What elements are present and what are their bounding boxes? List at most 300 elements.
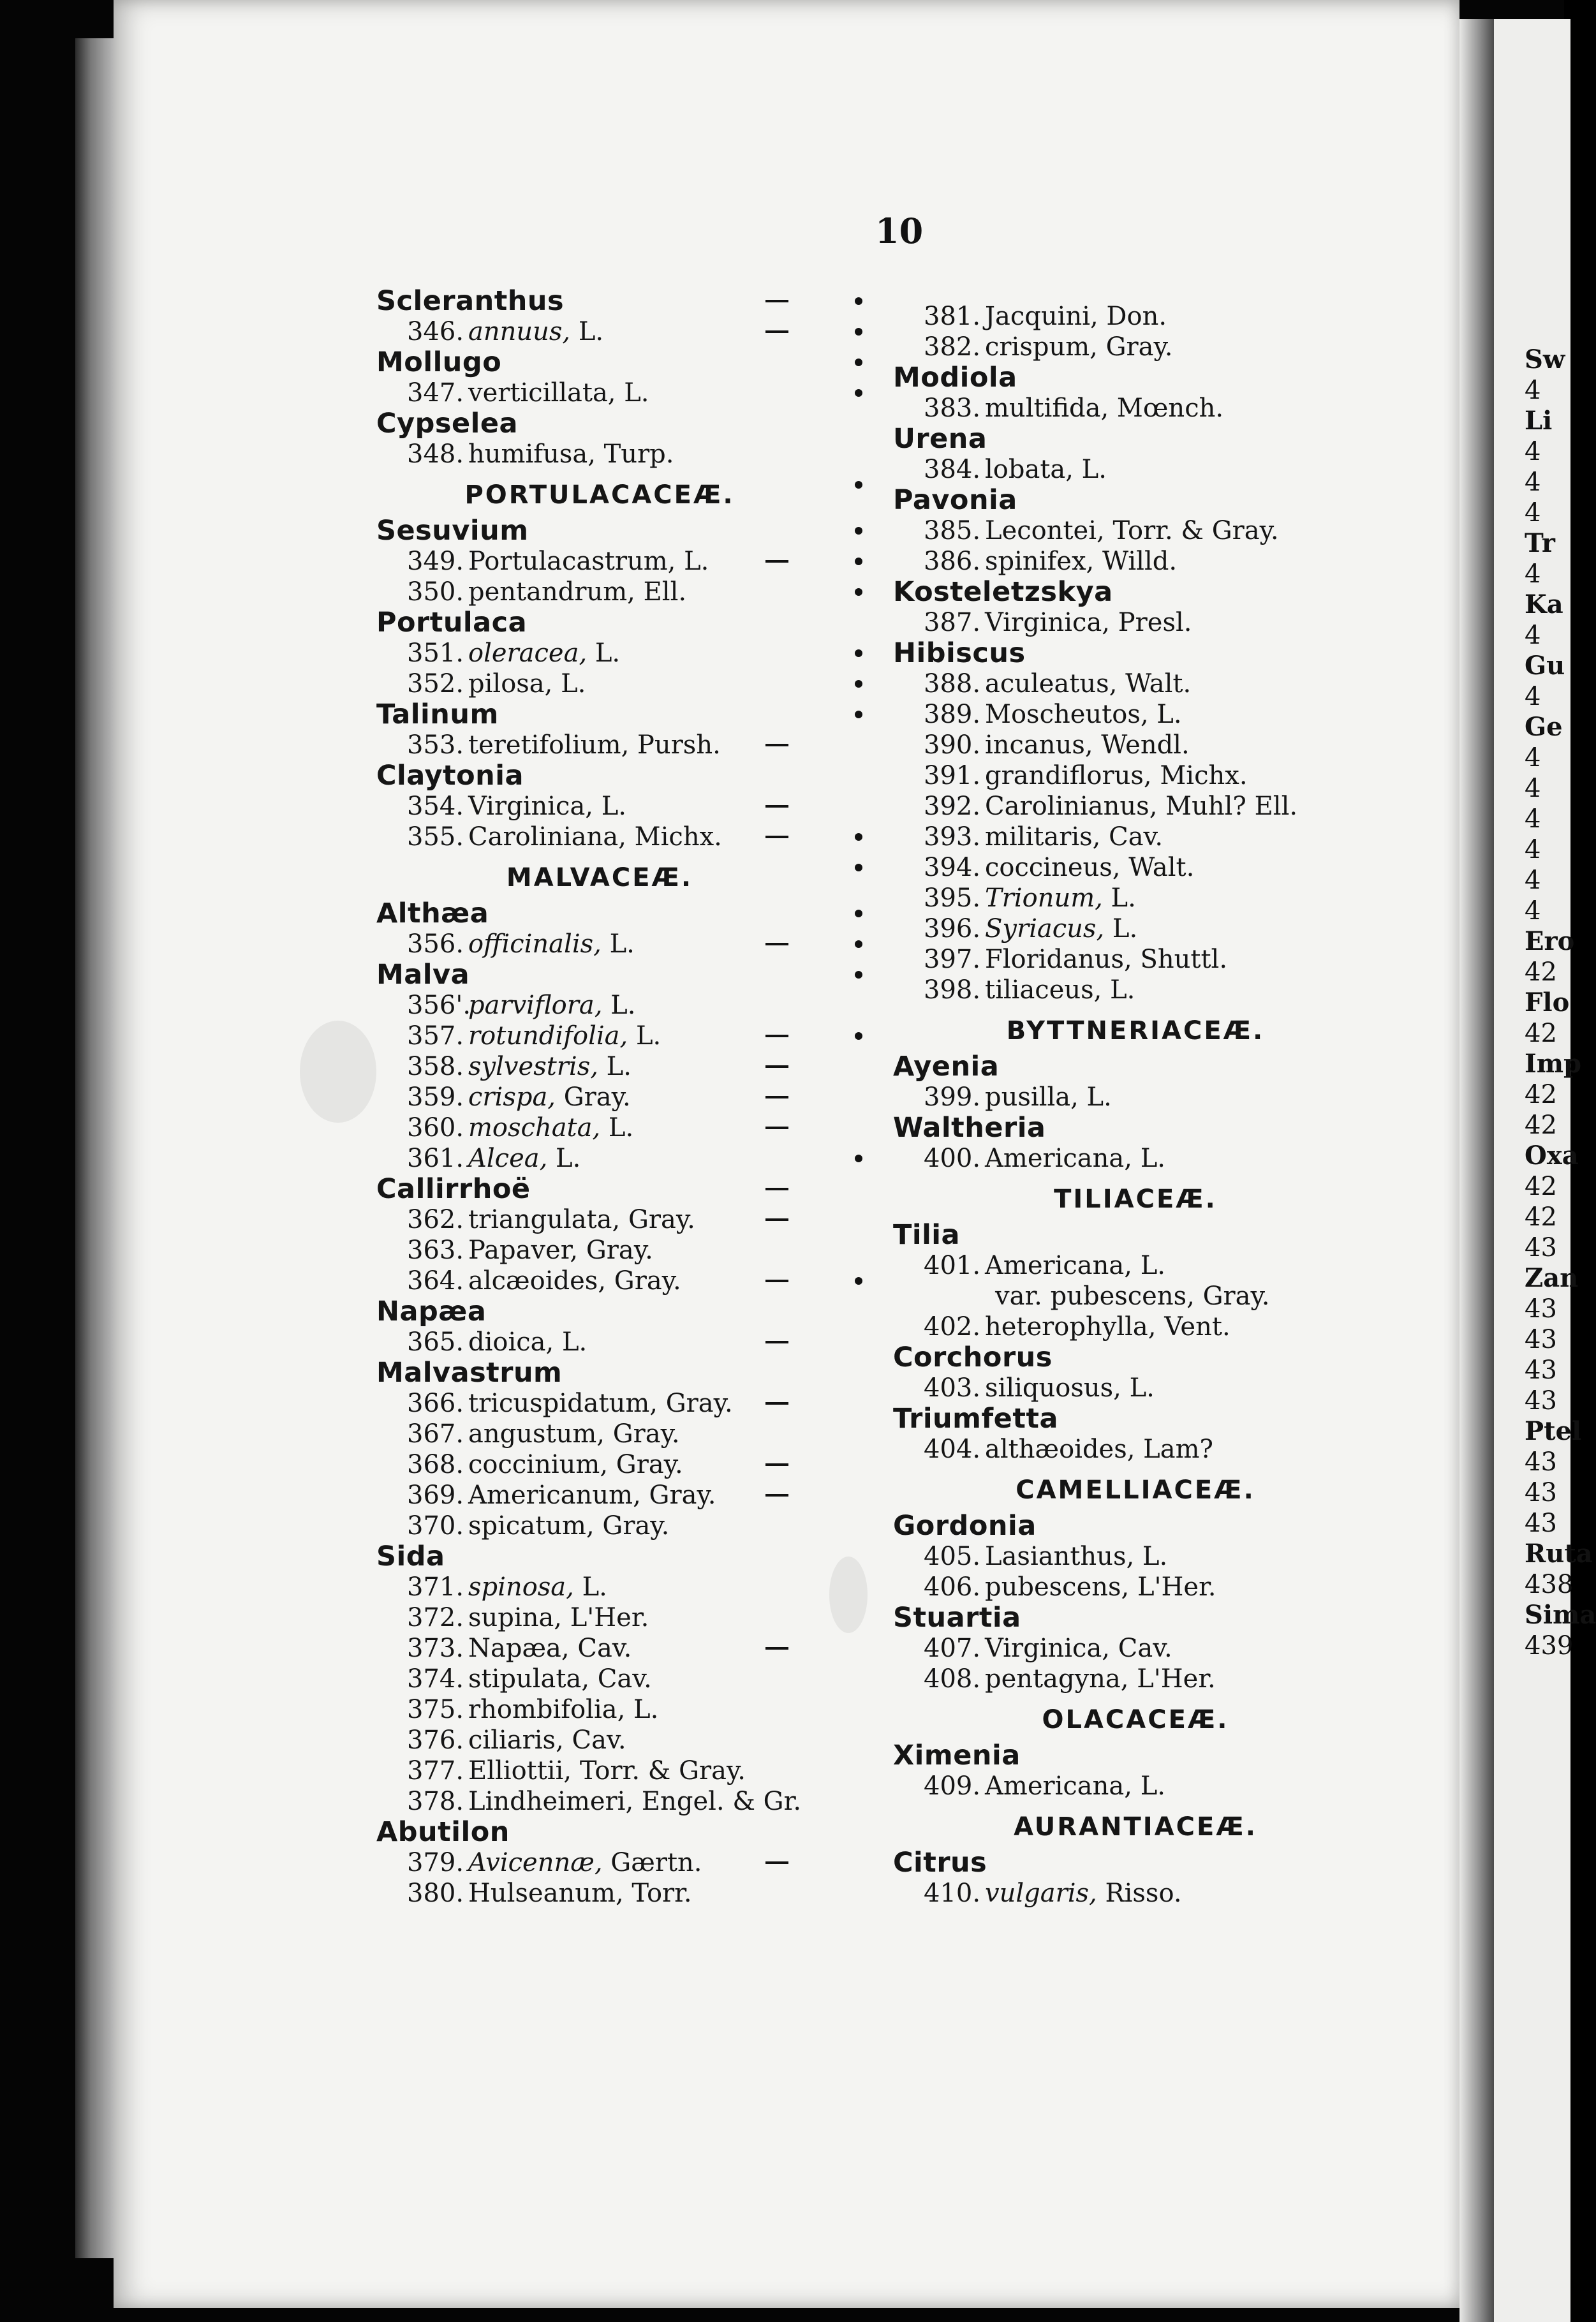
species-name: moschata, (468, 1113, 601, 1143)
species-entry (893, 546, 1378, 577)
genus-heading: Ayenia (893, 1051, 1000, 1083)
species-name: Caroliniana, (468, 822, 626, 852)
next-page-genus-fragment: Oxa (1525, 1141, 1579, 1171)
margin-dot-mark (855, 940, 862, 948)
genus-heading: Gordonia (893, 1510, 1037, 1542)
margin-dot-mark (855, 711, 862, 718)
species-number: 399. (924, 1083, 981, 1112)
genus-heading: Malvastrum (376, 1357, 563, 1389)
species-name: pubescens, (985, 1572, 1130, 1602)
species-entry (376, 1021, 823, 1051)
next-page-genus-fragment: Ero (1525, 926, 1575, 956)
species-number: 352. (407, 669, 464, 699)
species-entry (893, 791, 1378, 822)
species-authority: L'Her. (1128, 1664, 1216, 1694)
next-page-number-fragment: 43 (1525, 1294, 1557, 1324)
margin-dot-mark (855, 389, 862, 397)
species-number: 391. (924, 761, 981, 790)
margin-tick-mark (765, 1188, 788, 1190)
species-entry (376, 1664, 823, 1694)
species-authority: Turp. (595, 440, 674, 469)
next-page-genus-fragment: Tr (1525, 528, 1555, 558)
species-entry (376, 1449, 823, 1480)
species-name: Americanum, (468, 1481, 641, 1510)
species-name: spinifex, (985, 547, 1095, 576)
species-authority: L'Her. (562, 1603, 649, 1632)
genus-heading: Triumfetta (893, 1403, 1058, 1435)
next-page-genus-fragment: Gu (1525, 651, 1565, 681)
species-number: 383. (924, 394, 981, 423)
species-number: 356'. (407, 991, 471, 1020)
species-entry (893, 730, 1378, 760)
species-number: 372. (407, 1603, 464, 1632)
species-number: 362. (407, 1205, 464, 1234)
genus-heading: Kosteletzskya (893, 576, 1113, 608)
genus-heading: Hibiscus (893, 637, 1026, 669)
species-name: Floridanus, (985, 945, 1132, 974)
species-authority: L. (1148, 700, 1182, 729)
species-entry (376, 1143, 823, 1174)
species-entry (893, 669, 1378, 699)
species-authority: Cav. (1110, 1634, 1172, 1663)
next-page-number-fragment: 42 (1525, 1111, 1557, 1140)
next-page-number-fragment: 438 (1525, 1570, 1574, 1599)
family-heading: OLACACEÆ. (1042, 1705, 1229, 1734)
species-authority: Vent. (1156, 1312, 1230, 1342)
next-page-number-fragment: 4 (1525, 804, 1541, 834)
species-entry (376, 1051, 823, 1082)
species-authority: Gray. (658, 1389, 733, 1418)
species-entry (376, 1572, 823, 1602)
species-entry (376, 1602, 823, 1633)
margin-tick-mark (765, 1402, 788, 1405)
margin-tick-mark (765, 1096, 788, 1098)
species-entry (376, 1878, 823, 1909)
species-entry (376, 1082, 823, 1113)
species-number: 408. (924, 1664, 981, 1694)
species-authority: Cav. (569, 1634, 632, 1663)
genus-heading: Modiola (893, 362, 1017, 394)
species-number: 359. (407, 1083, 464, 1112)
species-entry (893, 975, 1378, 1005)
species-name: coccineus, (985, 853, 1121, 882)
species-authority: Lam? (1135, 1435, 1213, 1464)
species-number: 348. (407, 440, 464, 469)
species-number: 366. (407, 1389, 464, 1418)
margin-tick-mark (765, 805, 788, 808)
next-page-number-fragment: 43 (1525, 1325, 1557, 1354)
species-authority: Michx. (1151, 761, 1248, 790)
species-authority: Gray. (604, 1419, 680, 1449)
next-page-number-fragment: 4 (1525, 896, 1541, 926)
species-name: Carolinianus, (985, 792, 1158, 821)
species-name: ciliaris, (468, 1726, 564, 1755)
family-heading: BYTTNERIACEÆ. (1006, 1016, 1265, 1046)
next-page-number-fragment: 4 (1525, 376, 1541, 405)
species-entry (376, 1633, 823, 1664)
margin-tick-mark (765, 1218, 788, 1221)
species-authority: Gray. (594, 1511, 670, 1541)
next-page-genus-fragment: Ge (1525, 712, 1563, 742)
next-page-number-fragment: 42 (1525, 1172, 1557, 1201)
species-name: Virginica, (985, 1634, 1111, 1663)
species-number: 407. (924, 1634, 981, 1663)
species-authority: L. (601, 929, 635, 959)
species-authority: Gray. (640, 1481, 716, 1510)
species-number: 386. (924, 547, 981, 576)
species-name: Hulseanum, (468, 1879, 624, 1908)
left-column (376, 286, 823, 1909)
species-name: lobata, (985, 455, 1074, 484)
species-authority: Willd. (1094, 547, 1178, 576)
species-entry (376, 1113, 823, 1143)
species-name: Americana, (985, 1251, 1132, 1280)
next-page-genus-fragment: Ptel (1525, 1416, 1582, 1446)
species-name: grandiflorus, (985, 761, 1152, 790)
species-number: 375. (407, 1695, 464, 1724)
species-number: 370. (407, 1511, 464, 1541)
species-authority: Michx. (626, 822, 722, 852)
species-entry (376, 546, 823, 577)
margin-dot-mark (855, 1277, 862, 1285)
species-name: crispa, (468, 1083, 556, 1112)
species-authority: Gray. (556, 1083, 631, 1112)
species-entry (893, 1434, 1378, 1465)
species-authority: Gray. (606, 1266, 681, 1296)
species-name: Syriacus, (985, 914, 1105, 943)
margin-dot-mark (855, 297, 862, 305)
next-page-number-fragment: 4 (1525, 468, 1541, 497)
next-page-number-fragment: 4 (1525, 621, 1541, 650)
species-number: 350. (407, 577, 464, 607)
next-page-number-fragment: 439 (1525, 1631, 1574, 1660)
species-number: 393. (924, 822, 981, 852)
species-number: 403. (924, 1373, 981, 1403)
genus-heading: Malva (376, 959, 470, 991)
species-name: coccinium, (468, 1450, 609, 1479)
species-name: crispum, (985, 332, 1098, 362)
species-number: 406. (924, 1572, 981, 1602)
species-name: oleracea, (468, 639, 587, 668)
margin-tick-mark (765, 1127, 788, 1129)
margin-dot-mark (855, 1155, 862, 1162)
species-authority: Mœnch. (1109, 394, 1224, 423)
species-name: heterophylla, (985, 1312, 1156, 1342)
species-name: aculeatus, (985, 669, 1118, 699)
next-page-number-fragment: 4 (1525, 559, 1541, 589)
species-entry (376, 1847, 823, 1878)
species-entry (893, 883, 1378, 913)
species-number: 347. (407, 378, 464, 408)
species-authority: Torr. & Gray. (572, 1756, 746, 1786)
next-page-number-fragment: 43 (1525, 1386, 1557, 1416)
margin-tick-mark (765, 943, 788, 945)
species-authority: L. (1132, 1771, 1165, 1801)
species-entry (376, 669, 823, 699)
genus-heading: Napæa (376, 1296, 487, 1327)
species-name: siliquosus, (985, 1373, 1121, 1403)
species-authority: Walt. (1117, 669, 1192, 699)
species-entry (376, 1266, 823, 1296)
species-entry (893, 301, 1378, 332)
species-entry (893, 1250, 1378, 1281)
species-number: 385. (924, 516, 981, 545)
species-name: tricuspidatum, (468, 1389, 658, 1418)
species-authority: L. (625, 1695, 659, 1724)
species-entry (893, 607, 1378, 638)
species-authority: Torr. (623, 1879, 692, 1908)
margin-tick-mark (765, 836, 788, 838)
species-name: Jacquini, (985, 302, 1098, 331)
species-entry (376, 730, 823, 760)
margin-tick-mark (765, 1280, 788, 1282)
species-entry (376, 378, 823, 408)
species-authority: L. (1121, 1373, 1155, 1403)
species-authority: L. (552, 669, 586, 699)
species-authority: Walt. (1120, 853, 1195, 882)
species-name: alcæoides, (468, 1266, 607, 1296)
species-number: 390. (924, 730, 981, 760)
margin-tick-mark (765, 744, 788, 746)
margin-dot-mark (855, 680, 862, 688)
species-number: 380. (407, 1879, 464, 1908)
species-number: 404. (924, 1435, 981, 1464)
species-number: 410. (924, 1879, 981, 1908)
species-authority: Torr. & Gray. (1104, 516, 1279, 545)
species-entry (376, 990, 823, 1021)
margin-tick-mark (765, 1494, 788, 1497)
species-authority: Presl. (1110, 608, 1192, 637)
species-entry (376, 1480, 823, 1511)
margin-tick-mark (765, 1035, 788, 1037)
genus-heading: Urena (893, 423, 987, 455)
next-page-number-fragment: 43 (1525, 1233, 1557, 1262)
species-name: parviflora, (468, 991, 603, 1020)
species-name: rhombifolia, (468, 1695, 626, 1724)
species-entry (893, 1541, 1378, 1572)
species-number: 360. (407, 1113, 464, 1143)
species-number: 351. (407, 639, 464, 668)
species-entry (893, 1312, 1378, 1342)
species-name: Americana, (985, 1144, 1132, 1173)
margin-tick-mark (765, 330, 788, 333)
next-page-column-fragment (1525, 344, 1596, 1661)
family-heading: TILIACEÆ. (1054, 1185, 1217, 1214)
next-page-number-fragment: 4 (1525, 437, 1541, 466)
species-number: 346. (407, 317, 464, 346)
next-page-genus-fragment: Sima (1525, 1600, 1596, 1630)
margin-dot-mark (855, 864, 862, 871)
species-name: militaris, (985, 822, 1101, 852)
species-name: vulgaris, (985, 1879, 1097, 1908)
species-name: Moscheutos, (985, 700, 1149, 729)
species-name: Americana, (985, 1771, 1132, 1801)
species-authority: L. (573, 1572, 607, 1602)
species-number: 364. (407, 1266, 464, 1296)
species-entry (376, 1204, 823, 1235)
genus-heading: Portulaca (376, 607, 528, 639)
species-authority: L. (587, 639, 621, 668)
margin-tick-mark (765, 1065, 788, 1068)
species-authority: L'Her. (1129, 1572, 1216, 1602)
species-number: 389. (924, 700, 981, 729)
genus-heading: Corchorus (893, 1342, 1053, 1373)
page-edge-left (75, 38, 114, 2258)
next-page-number-fragment: 4 (1525, 866, 1541, 895)
species-entry (376, 638, 823, 669)
species-name: pentagyna, (985, 1664, 1129, 1694)
margin-tick-mark (765, 1463, 788, 1466)
species-name: tiliaceus, (985, 975, 1102, 1005)
species-number: 357. (407, 1021, 464, 1051)
species-number: 381. (924, 302, 981, 331)
genus-heading: Talinum (376, 699, 499, 730)
next-page-number-fragment: 43 (1525, 1447, 1557, 1477)
next-page-genus-fragment: Imp (1525, 1049, 1582, 1079)
species-entry (376, 1235, 823, 1266)
species-name: angustum, (468, 1419, 605, 1449)
genus-heading: Pavonia (893, 484, 1017, 516)
species-name: Portulacastrum, (468, 547, 676, 576)
species-number: 367. (407, 1419, 464, 1449)
species-name: Elliottii, (468, 1756, 572, 1786)
next-page-number-fragment: 4 (1525, 835, 1541, 864)
species-number: 405. (924, 1542, 981, 1571)
genus-heading: Mollugo (376, 346, 502, 378)
species-number: 400. (924, 1144, 981, 1173)
species-authority: L. (554, 1327, 587, 1357)
species-entry (376, 1419, 823, 1449)
next-page-number-fragment: 43 (1525, 1356, 1557, 1385)
species-entry (893, 822, 1378, 852)
species-authority: Wendl. (1093, 730, 1190, 760)
margin-dot-mark (855, 971, 862, 979)
genus-heading: Althæa (376, 898, 489, 929)
species-entry (893, 1878, 1378, 1909)
species-number: 409. (924, 1771, 981, 1801)
species-entry (893, 1373, 1378, 1403)
family-heading: PORTULACACEÆ. (464, 480, 735, 510)
next-page-number-fragment: 4 (1525, 498, 1541, 528)
species-entry (893, 1771, 1378, 1801)
genus-heading: Ximenia (893, 1740, 1021, 1771)
page-number: 10 (875, 211, 924, 251)
species-entry (893, 852, 1378, 883)
margin-dot-mark (855, 527, 862, 535)
species-name: dioica, (468, 1327, 554, 1357)
species-entry (893, 1143, 1378, 1174)
species-entry (893, 913, 1378, 944)
species-authority: Gærtn. (602, 1848, 702, 1877)
species-entry (893, 699, 1378, 730)
species-number: 379. (407, 1848, 464, 1877)
species-authority: L. (676, 547, 709, 576)
next-page-genus-fragment: Sw (1525, 344, 1565, 374)
genus-heading: Citrus (893, 1847, 987, 1879)
species-authority: L. (616, 378, 649, 408)
next-page-genus-fragment: Zan (1525, 1263, 1579, 1293)
species-number: 365. (407, 1327, 464, 1357)
species-number: 368. (407, 1450, 464, 1479)
species-authority: L. (598, 1052, 632, 1081)
species-entry (376, 1388, 823, 1419)
species-name: pilosa, (468, 669, 553, 699)
genus-heading: Scleranthus (376, 285, 565, 317)
species-entry (376, 1725, 823, 1756)
species-authority: Gray. (578, 1236, 653, 1265)
species-name: officinalis, (468, 929, 602, 959)
species-number: 378. (407, 1787, 464, 1816)
species-authority: L. (1073, 455, 1107, 484)
species-authority: L. (600, 1113, 634, 1143)
margin-dot-mark (855, 328, 862, 336)
margin-dot-mark (855, 1032, 862, 1040)
species-entry (893, 1633, 1378, 1664)
species-name: supina, (468, 1603, 563, 1632)
margin-dot-mark (855, 359, 862, 366)
next-page-genus-fragment: Flo (1525, 987, 1570, 1017)
margin-tick-mark (765, 1647, 788, 1650)
species-name: stipulata, (468, 1664, 590, 1694)
margin-tick-mark (765, 560, 788, 563)
species-authority: L. (547, 1144, 581, 1173)
species-entry (376, 316, 823, 347)
species-number: 396. (924, 914, 981, 943)
species-name: Trionum, (985, 884, 1103, 913)
species-authority: L. (1078, 1083, 1112, 1112)
next-page-number-fragment: 4 (1525, 743, 1541, 773)
species-number: 388. (924, 669, 981, 699)
margin-tick-mark (765, 1861, 788, 1864)
species-entry (893, 515, 1378, 546)
species-authority: Gray. (608, 1450, 683, 1479)
species-entry (893, 1082, 1378, 1113)
next-page-number-fragment: 42 (1525, 958, 1557, 987)
species-entry (376, 439, 823, 470)
species-authority: Shuttl. (1132, 945, 1228, 974)
species-name: incanus, (985, 730, 1093, 760)
species-name: teretifolium, (468, 730, 630, 760)
species-entry (376, 929, 823, 959)
species-name: annuus, (468, 317, 571, 346)
species-entry (893, 760, 1378, 791)
species-name: sylvestris, (468, 1052, 598, 1081)
margin-dot-mark (855, 588, 862, 596)
species-authority: Ell. (635, 577, 687, 607)
genus-heading: Sida (376, 1541, 445, 1572)
species-number: 402. (924, 1312, 981, 1342)
species-name: spicatum, (468, 1511, 595, 1541)
species-authority: L. (1102, 975, 1135, 1005)
species-number: 397. (924, 945, 981, 974)
species-authority: L. (1102, 884, 1136, 913)
species-entry (376, 1327, 823, 1357)
genus-heading: Claytonia (376, 760, 524, 792)
species-name: rotundifolia, (468, 1021, 628, 1051)
family-heading: AURANTIACEÆ. (1014, 1812, 1257, 1842)
species-number: 384. (924, 455, 981, 484)
species-number: 361. (407, 1144, 464, 1173)
species-name: Virginica, (985, 608, 1111, 637)
species-number: 355. (407, 822, 464, 852)
margin-dot-mark (855, 833, 862, 841)
species-authority: Pursh. (629, 730, 721, 760)
species-entry (893, 393, 1378, 424)
genus-heading: Abutilon (376, 1816, 510, 1848)
genus-heading: Waltheria (893, 1112, 1046, 1144)
species-name: verticillata, (468, 378, 616, 408)
species-authority: Risso. (1097, 1879, 1182, 1908)
